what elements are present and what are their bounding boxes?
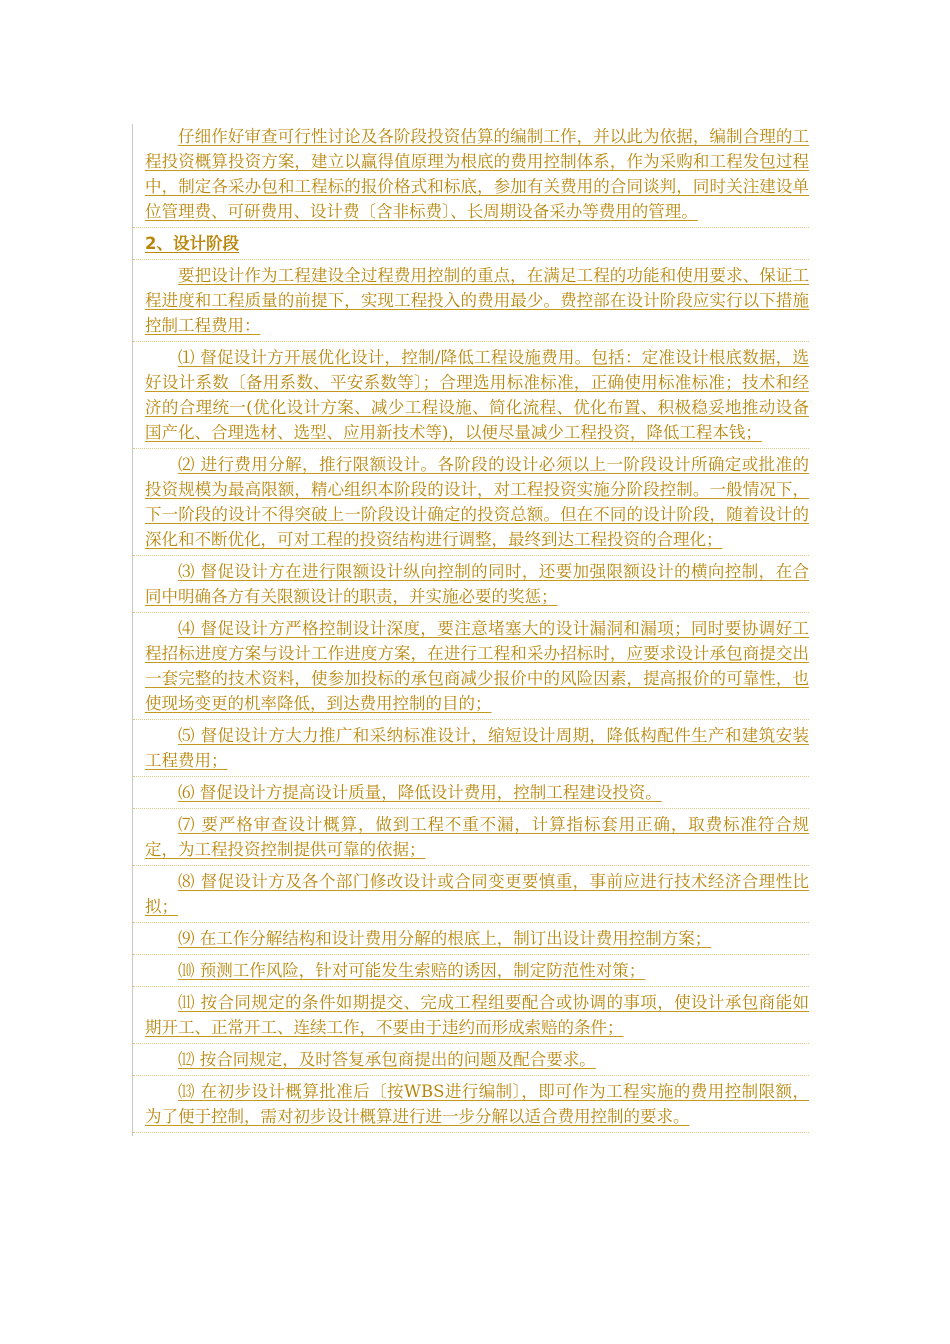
list-item-5: ⑸ 督促设计方大力推广和采纳标准设计，缩短设计周期，降低构配件生产和建筑安装工程费用； [133, 723, 809, 777]
list-item-4: ⑷ 督促设计方严格控制设计深度，要注意堵塞大的设计漏洞和漏项；同时要协调好工程招标进度方案与设计工作进度方案，在进行工程和采办招标时，应要求设计承包商提交出一套完整的技术资料，使参加投标的承包商减少报价中的风险因素，提高报价的可靠性，也使现场变更的机率降低，到达费用控制的目的； [133, 616, 809, 720]
list-item-3: ⑶ 督促设计方在进行限额设计纵向控制的同时，还要加强限额设计的横向控制，在合同中明确各方有关限额设计的职责，并实施必要的奖惩； [133, 559, 809, 613]
list-item-7: ⑺ 要严格审查设计概算，做到工程不重不漏，计算指标套用正确，取费标准符合规定，为工程投资控制提供可靠的依据； [133, 812, 809, 866]
list-item-2: ⑵ 进行费用分解，推行限额设计。各阶段的设计必须以上一阶段设计所确定或批准的投资规模为最高限额，精心组织本阶段的设计，对工程投资实施分阶段控制。一般情况下，下一阶段的设计不得突破上一阶段设计确定的投资总额。但在不同的设计阶段，随着设计的深化和不断优化，可对工程的投资结构进行调整，最终到达工程投资的合理化； [133, 452, 809, 556]
list-item-12: ⑿ 按合同规定，及时答复承包商提出的问题及配合要求。 [133, 1047, 809, 1076]
list-item-10: ⑽ 预测工作风险，针对可能发生索赔的诱因，制定防范性对策； [133, 958, 809, 987]
section-intro-paragraph: 要把设计作为工程建设全过程费用控制的重点，在满足工程的功能和使用要求、保证工程进度和工程质量的前提下，实现工程投入的费用最少。费控部在设计阶段应实行以下措施控制工程费用： [133, 263, 809, 342]
list-item-1: ⑴ 督促设计方开展优化设计，控制/降低工程设施费用。包括：定准设计根底数据，选好设计系数〔备用系数、平安系数等〕；合理选用标准标准，正确使用标准标准；技术和经济的合理统一(优化设计方案、减少工程设施、简化流程、优化布置、积极稳妥地推动设备国产化、合理选材、选型、应用新技术等)，以便尽量减少工程投资，降低工程本钱； [133, 345, 809, 449]
list-item-9: ⑼ 在工作分解结构和设计费用分解的根底上，制订出设计费用控制方案； [133, 926, 809, 955]
list-item-13: ⒀ 在初步设计概算批准后〔按WBS进行编制〕，即可作为工程实施的费用控制限额，为了便于控制，需对初步设计概算进行进一步分解以适合费用控制的要求。 [133, 1079, 809, 1133]
list-item-6: ⑹ 督促设计方提高设计质量，降低设计费用，控制工程建设投资。 [133, 780, 809, 809]
intro-paragraph: 仔细作好审查可行性讨论及各阶段投资估算的编制工作，并以此为依据，编制合理的工程投资概算投资方案，建立以赢得值原理为根底的费用控制体系，作为采购和工程发包过程中，制定各采办包和工程标的报价格式和标底，参加有关费用的合同谈判，同时关注建设单位管理费、可研费用、设计费〔含非标费〕、长周期设备采办等费用的管理。 [133, 124, 809, 228]
list-item-8: ⑻ 督促设计方及各个部门修改设计或合同变更要慎重，事前应进行技术经济合理性比拟； [133, 869, 809, 923]
list-item-11: ⑾ 按合同规定的条件如期提交、完成工程组要配合或协调的事项，使设计承包商能如期开工、正常开工、连续工作，不要由于违约而形成索赔的条件； [133, 990, 809, 1044]
document-body [132, 124, 809, 1136]
section-heading: 2、设计阶段 [133, 231, 809, 260]
